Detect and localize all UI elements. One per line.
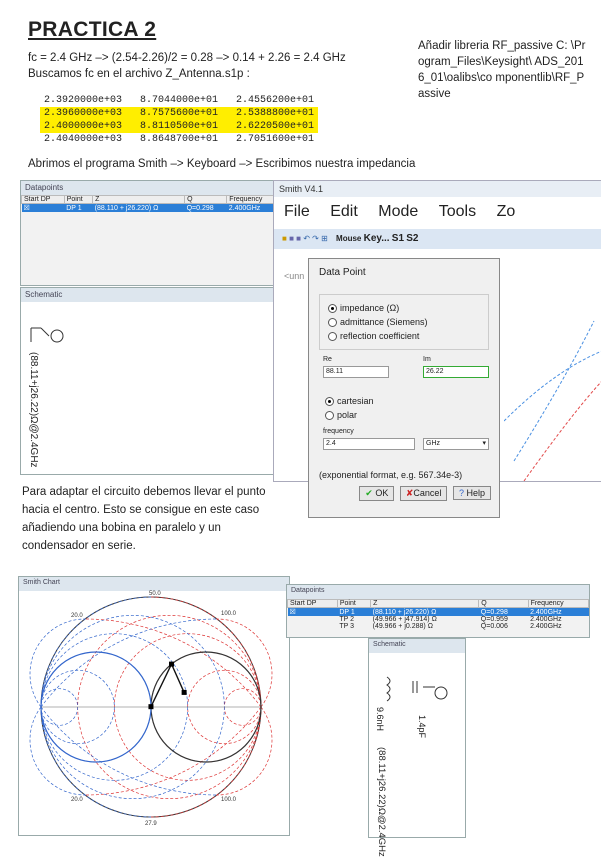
coord-group [319, 394, 489, 422]
menu-mode[interactable]: Mode [378, 203, 419, 220]
frequency-input[interactable]: 2.4 [323, 438, 415, 450]
datapoints-window-2 [286, 584, 590, 638]
col-frequency[interactable]: Frequency [227, 196, 279, 204]
data-point-marker [169, 662, 174, 667]
dialog-title: Data Point [319, 267, 366, 278]
reactance-arc [217, 619, 272, 707]
datapoints2-title: Datapoints [287, 585, 589, 599]
ok-button[interactable]: ✔ OK [359, 486, 394, 501]
table-row[interactable]: ☒ DP 1 (88.110 + j26.220) Ω Q=0.298 2.400GHz [22, 204, 279, 213]
chart-label-top: 100.0 [221, 611, 237, 617]
chart-label-top: 50.0 [149, 591, 161, 597]
toolbar [274, 229, 601, 249]
schematic2-title: Schematic [369, 639, 465, 653]
s1-button[interactable]: S1 [391, 233, 405, 244]
col-q[interactable]: Q [185, 196, 227, 204]
re-input[interactable]: 88.11 [323, 366, 389, 378]
option-impedance[interactable]: impedance (Ω) [328, 301, 480, 315]
data-point-marker [148, 704, 153, 709]
data-row: 2.4040000e+03 8.8648700e+01 2.7051600e+01 [44, 134, 315, 145]
datapoints-window [20, 180, 280, 286]
menu-tools[interactable]: Tools [438, 203, 477, 220]
format-hint: (exponential format, e.g. 567.34e-3) [319, 470, 463, 480]
schematic-window-2 [368, 638, 466, 857]
frequency-group: frequency 2.4 GHz ▾ [319, 428, 489, 454]
susceptance-arc [30, 619, 85, 707]
type-group [319, 294, 489, 350]
frequency-unit-select[interactable]: GHz ▾ [423, 438, 489, 450]
smith-chart-window [18, 576, 290, 836]
page-title: PRACTICA 2 [28, 18, 157, 41]
option-reflection[interactable]: reflection coefficient [328, 329, 480, 343]
schematic2-load-label: (88.11+j26.22)Ω@2.4GHz [376, 747, 387, 857]
document-tab[interactable]: <unn [284, 271, 305, 281]
help-button[interactable]: ? Help [453, 486, 491, 500]
menu-zoom[interactable]: Zo [496, 203, 516, 220]
explanation-paragraph: Para adaptar el circuito debemos llevar el punto hacia el centro. Esto se consigue en este caso añadiendo una bobina en paralelo y un condensador en serie. [22, 486, 266, 552]
open-icon[interactable]: ■ [282, 234, 287, 243]
schematic-load-label: (88.11+j26.22)Ω@2.4GHz [28, 352, 39, 468]
chart-label-bottom: 27.9 [145, 821, 157, 827]
data-row: 2.4000000e+03 8.8110500e+01 2.6220500e+01 [40, 120, 318, 133]
data-row: 2.3960000e+03 8.7575600e+01 2.5388800e+01 [40, 107, 318, 120]
inductor-label: 9.6nH [375, 707, 385, 732]
smith-chart-title: Smith Chart [19, 577, 289, 591]
background-chart-fragment [504, 261, 601, 481]
library-note: Añadir libreria RF_passive C: \Program_Files\Keysight\ ADS_2016_01\oalibs\co mponentlib\RF_Passive [418, 40, 586, 100]
datapoints-table [21, 195, 279, 212]
value-group: Re 88.11 Im 26.22 [319, 356, 489, 384]
im-input[interactable]: 26.22 [423, 366, 489, 378]
menu-bar [274, 197, 601, 229]
source-symbol-icon [27, 324, 67, 348]
save-icon[interactable]: ■ [289, 234, 294, 243]
instruction: Abrimos el programa Smith –> Keyboard –> Escribimos nuestra impedancia [28, 158, 416, 170]
chart-label-top: 20.0 [71, 613, 83, 619]
option-polar[interactable]: polar [325, 408, 489, 422]
datapoints2-table: Start DP Point Z Q Frequency ☒ DP 1 (88.110 + j26.220) Ω Q=0.298 2.400GHz TP 2 (49.966 + j47.914) Ω Q=0.959 2.400GHz TP 3 (49.966 + j0.288) Ω Q=0.006 2.400GHz [287, 599, 589, 630]
print-icon[interactable]: ■ [296, 234, 301, 243]
col-z[interactable]: Z [93, 196, 185, 204]
chart-label-bottom: 20.0 [71, 797, 83, 803]
table-row[interactable]: ☒ DP 1 (88.110 + j26.220) Ω Q=0.298 2.400GHz [288, 608, 589, 617]
data-row: 2.3920000e+03 8.7044000e+01 2.4556200e+01 [44, 95, 315, 106]
smith-chart[interactable] [29, 589, 279, 833]
susceptance-arc [30, 707, 85, 795]
redo-icon[interactable]: ↷ [312, 234, 319, 243]
option-cartesian[interactable]: cartesian [325, 394, 489, 408]
circuit-symbols-icon [409, 679, 459, 709]
col-start-dp[interactable]: Start DP [22, 196, 65, 204]
menu-file[interactable]: File [284, 203, 310, 220]
keyboard-button[interactable]: Key... [363, 233, 390, 244]
schematic-window [20, 287, 280, 475]
s1p-data [40, 94, 318, 146]
table-row[interactable]: TP 2 (49.966 + j47.914) Ω Q=0.959 2.400GHz [339, 616, 562, 623]
data-point-marker [182, 690, 187, 695]
col-point[interactable]: Point [64, 196, 92, 204]
capacitor-label: 1.4pF [417, 715, 427, 739]
chart-label-bottom: 100.0 [221, 797, 237, 803]
cancel-button[interactable]: ✘Cancel [400, 486, 448, 501]
datapoints-title: Datapoints [21, 181, 279, 195]
smith-app-title: Smith V4.1 [274, 181, 601, 197]
zoom-icon[interactable]: ⊞ [321, 234, 328, 243]
intro-line-1: fc = 2.4 GHz –> (2.54-2.26)/2 = 0.28 –> 0.14 + 2.26 = 2.4 GHz [28, 52, 346, 64]
dialog-buttons [317, 486, 491, 501]
menu-edit[interactable]: Edit [330, 203, 358, 220]
reactance-arc [217, 707, 272, 795]
schematic-title: Schematic [21, 288, 279, 302]
undo-icon[interactable]: ↶ [303, 234, 310, 243]
mouse-button[interactable]: Mouse [336, 234, 362, 243]
s2-button[interactable]: S2 [406, 233, 419, 244]
intro-line-2: Buscamos fc en el archivo Z_Antenna.s1p : [28, 68, 250, 80]
inductor-icon [383, 675, 403, 705]
data-point-dialog [308, 258, 500, 518]
table-row[interactable]: TP 3 (49.966 + j0.288) Ω Q=0.006 2.400GHz [339, 623, 562, 630]
option-admittance[interactable]: admittance (Siemens) [328, 315, 480, 329]
